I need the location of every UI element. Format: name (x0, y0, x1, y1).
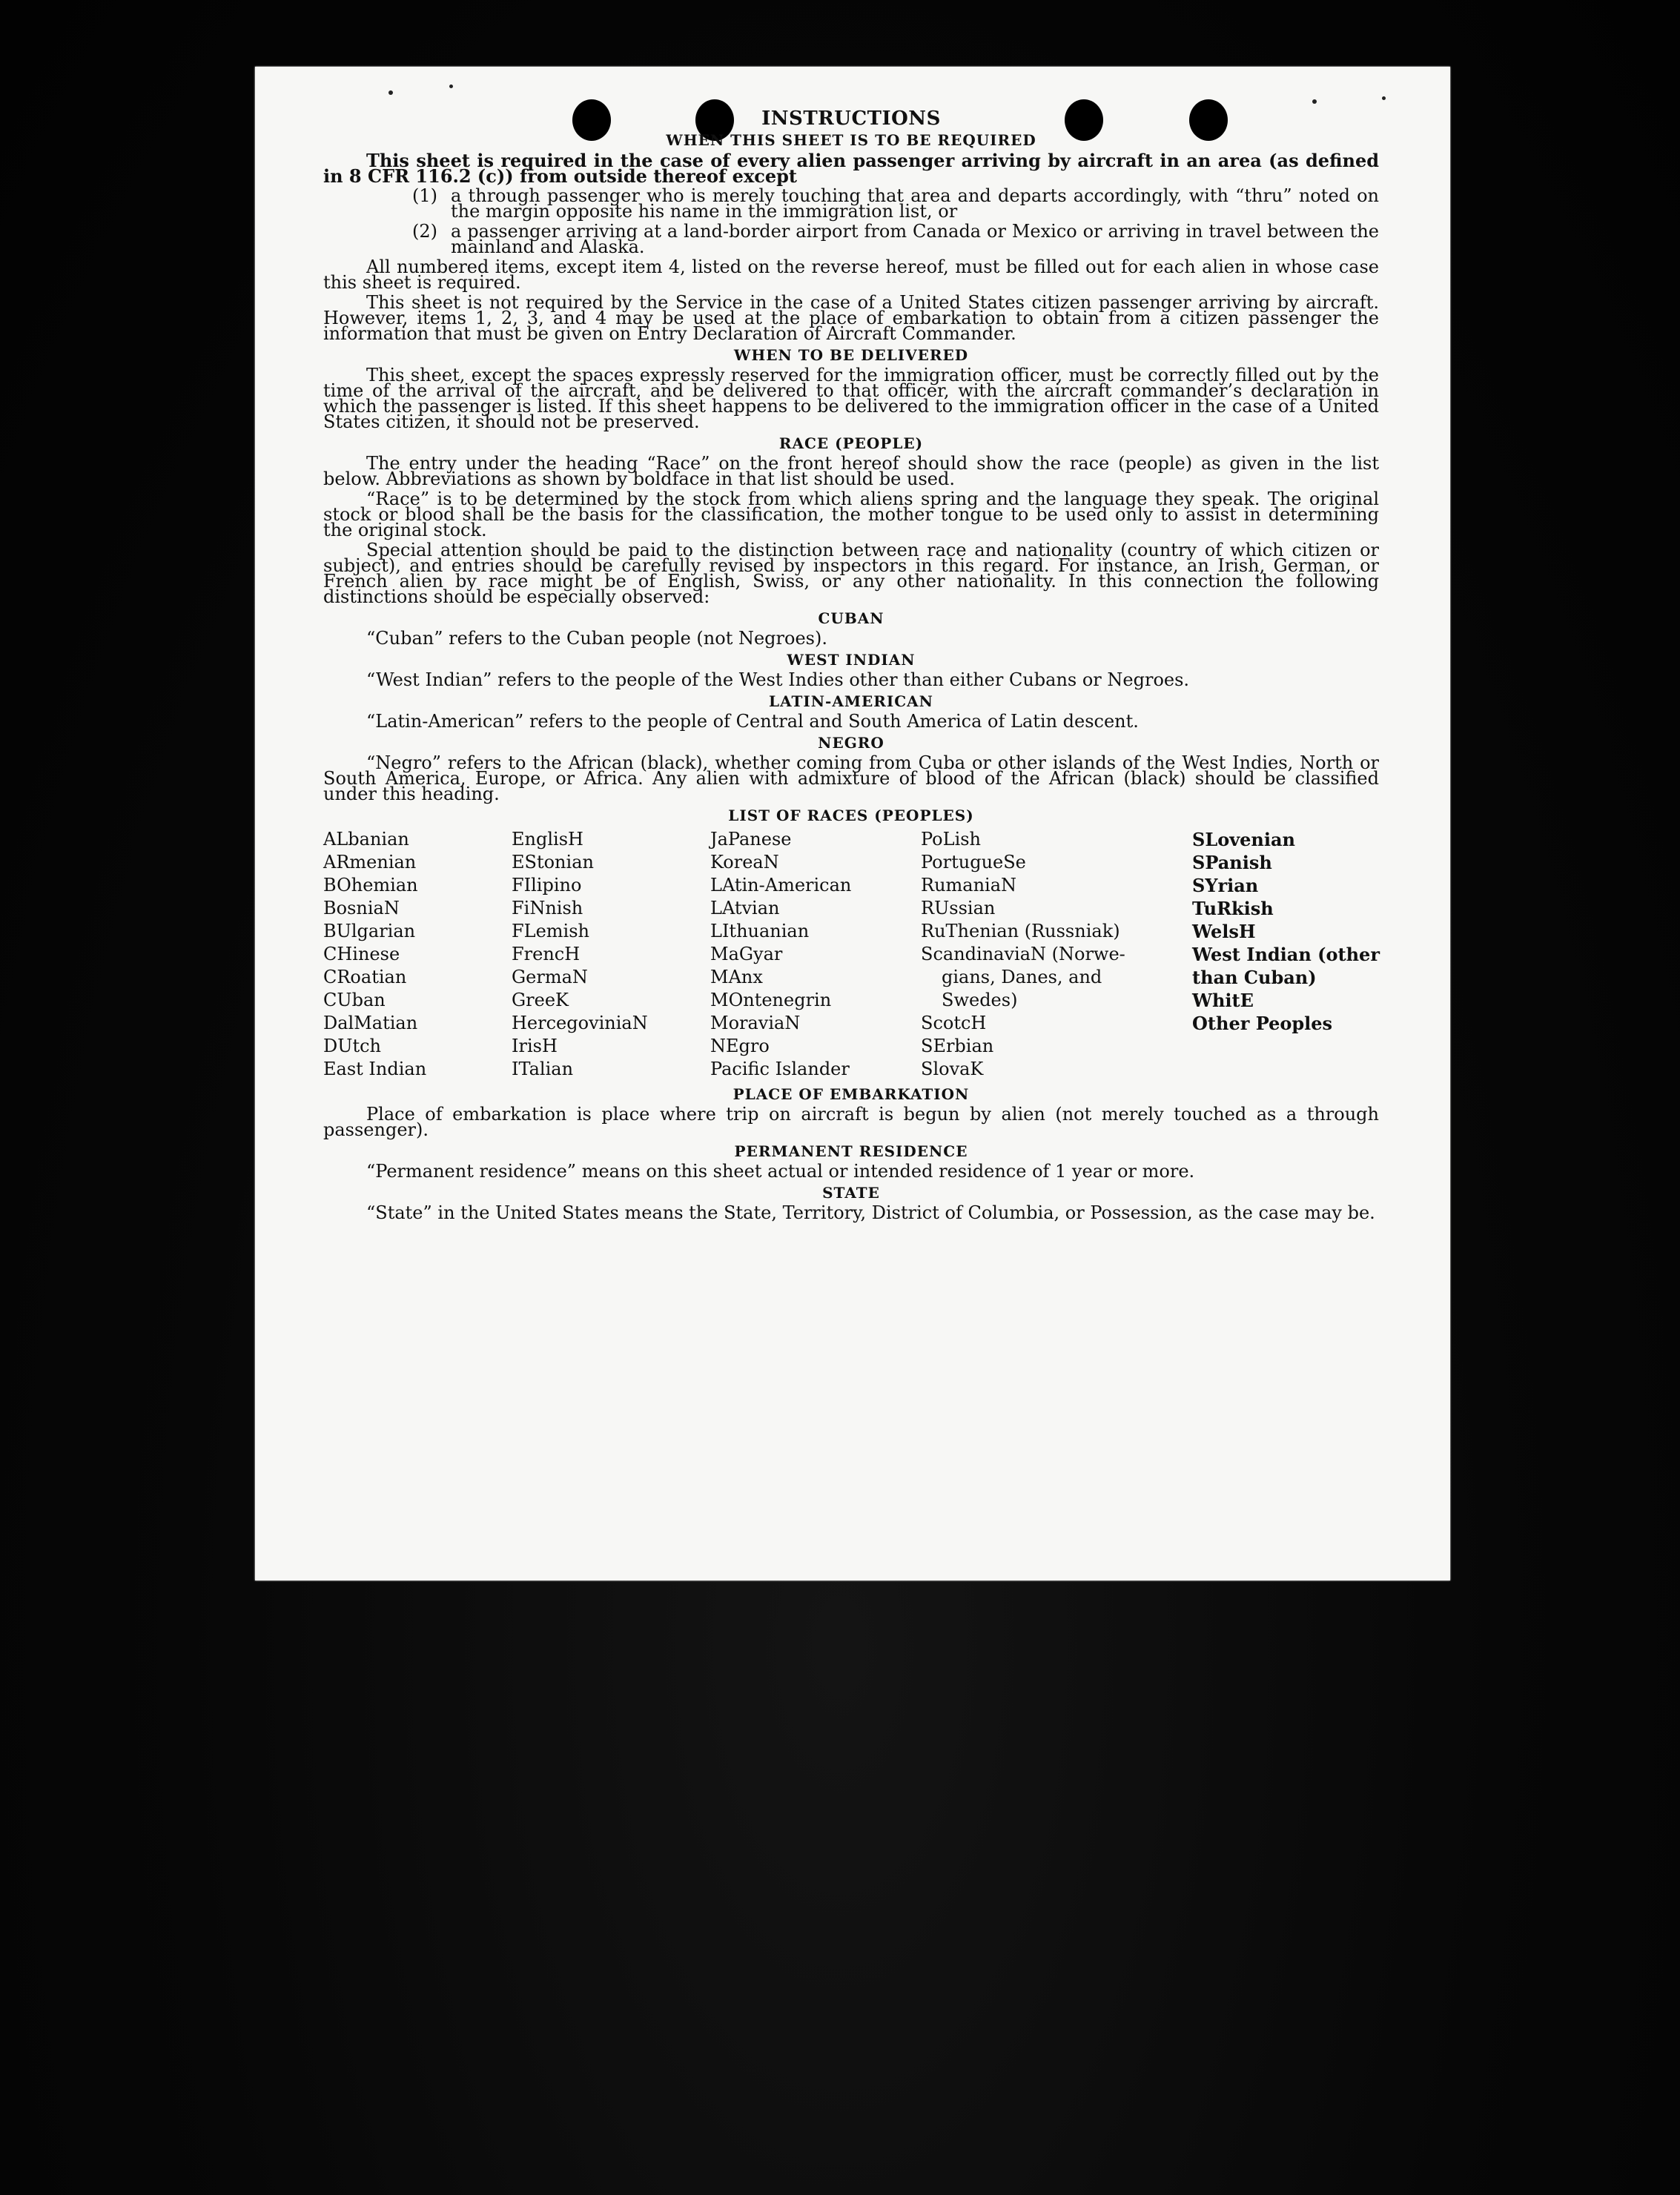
residence-text: “Permanent residence” means on this sheet actual or intended residence of 1 year or more. (366, 1161, 1195, 1182)
races-column-3 (710, 828, 921, 1081)
cuban-definition: “Cuban” refers to the Cuban people (not Negroes). (366, 628, 827, 649)
race-entry: GermaN (512, 967, 588, 987)
speck (1312, 99, 1317, 104)
race-entry: NEgro (710, 1036, 770, 1056)
races-column-1 (323, 828, 512, 1081)
race-entry: gians, Danes, and (942, 967, 1102, 987)
race-entry: SLovenian (1192, 829, 1295, 850)
embarkation-text: Place of embarkation is place where trip on aircraft is begun by alien (not merely touched as a through passenger). (323, 1104, 1379, 1140)
race-entry: TuRkish (1192, 898, 1274, 919)
section-heading-residence: PERMANENT RESIDENCE (734, 1142, 968, 1160)
race-paragraph-2: “Race” is to be determined by the stock from which aliens spring and the language they speak. The original stock or blood shall be the basis for the classification, the mother tongue to be used only to assist in determining the original stock. (323, 489, 1379, 540)
item-text: a passenger arriving at a land-border airport from Canada or Mexico or arriving in travel between the mainland and Alaska. (451, 221, 1379, 257)
race-entry: ScotcH (921, 1013, 987, 1033)
section-heading-state: STATE (822, 1184, 880, 1202)
race-entry: PortugueSe (921, 852, 1026, 873)
race-entry: ITalian (512, 1059, 574, 1079)
race-entry: MoraviaN (710, 1013, 801, 1033)
race-entry: LAtin-American (710, 875, 852, 895)
section-heading-cuban: CUBAN (818, 609, 884, 627)
race-entry: DUtch (323, 1036, 382, 1056)
race-entry: SYrian (1192, 875, 1259, 896)
race-entry: SErbian (921, 1036, 994, 1056)
race-entry: HercegoviniaN (512, 1013, 648, 1033)
race-entry: KoreaN (710, 852, 779, 873)
race-entry: IrisH (512, 1036, 558, 1056)
race-entry: FrencH (512, 944, 581, 964)
section-heading-latin-american: LATIN-AMERICAN (769, 692, 933, 710)
race-entry: WhitE (1192, 990, 1254, 1011)
race-entry: JaPanese (710, 829, 792, 850)
race-entry: WelsH (1192, 921, 1256, 942)
race-entry: FiNnish (512, 898, 583, 918)
race-entry: Pacific Islander (710, 1059, 850, 1079)
section-heading-embarkation: PLACE OF EMBARKATION (732, 1085, 970, 1103)
race-entry: FLemish (512, 921, 589, 941)
race-entry: LAtvian (710, 898, 780, 918)
race-entry: GreeK (512, 990, 569, 1010)
latin-american-definition: “Latin-American” refers to the people of Central and South America of Latin descent. (366, 711, 1139, 732)
races-column-4 (921, 828, 1192, 1081)
document-page (255, 67, 1450, 1580)
race-entry: MaGyar (710, 944, 783, 964)
exception-item (323, 185, 1379, 222)
speck (388, 90, 393, 95)
race-entry: FIlipino (512, 875, 582, 895)
race-entry: LIthuanian (710, 921, 810, 941)
race-entry: RUssian (921, 898, 996, 918)
race-entry: MAnx (710, 967, 763, 987)
race-entry: DalMatian (323, 1013, 418, 1033)
item-number: (1) (412, 185, 437, 206)
race-paragraph-3: Special attention should be paid to the distinction between race and nationality (country of which citizen or subject), and entries should be carefully revised by inspectors in this regard. For instance, an Irish, German, or French alien by race might be of English, Swiss, or any other nationality. In this connection the following distinctions should be especially observed: (323, 540, 1379, 607)
race-entry: BosniaN (323, 898, 400, 918)
list-of-races-heading: LIST OF RACES (PEOPLES) (728, 807, 974, 824)
race-entry: BUlgarian (323, 921, 416, 941)
speck (1382, 96, 1386, 100)
race-entry: SPanish (1192, 852, 1272, 873)
race-entry: ALbanian (323, 829, 409, 850)
item-text: a through passenger who is merely touching that area and departs accordingly, with “thru” noted on the margin opposite his name in the immigration list, or (451, 185, 1379, 222)
exception-item (323, 221, 1379, 257)
race-entry: SlovaK (921, 1059, 984, 1079)
race-entry: MOntenegrin (710, 990, 832, 1010)
race-entry: EnglisH (512, 829, 583, 850)
page-title: INSTRUCTIONS (761, 107, 941, 130)
race-entry: Swedes) (942, 990, 1018, 1010)
race-entry: BOhemian (323, 875, 418, 895)
race-entry: CRoatian (323, 967, 407, 987)
section-heading-race: RACE (PEOPLE) (778, 434, 924, 452)
section-heading-negro: NEGRO (818, 734, 884, 752)
speck (449, 85, 453, 88)
race-entry: RumaniaN (921, 875, 1017, 895)
race-entry: ScandinaviaN (Norwe- (921, 944, 1125, 964)
section-heading-required: WHEN THIS SHEET IS TO BE REQUIRED (666, 131, 1036, 149)
section-heading-delivered: WHEN TO BE DELIVERED (733, 346, 969, 364)
required-intro: This sheet is required in the case of every alien passenger arriving by aircraft in an area (as defined in 8 CFR 116.2 (c)) from outside thereof except (323, 150, 1379, 187)
instructions-content (323, 107, 1380, 1225)
race-entry: EStonian (512, 852, 594, 873)
race-paragraph-1: The entry under the heading “Race” on the front hereof should show the race (people) as given in the list below. Abbreviations as shown by boldface in that list should be used. (323, 453, 1379, 489)
negro-definition: “Negro” refers to the African (black), whether coming from Cuba or other islands of the West Indies, North or South America, Europe, or Africa. Any alien with admixture of blood of the African (black) should be classified under this heading. (323, 752, 1379, 804)
race-entry: RuThenian (Russniak) (921, 921, 1120, 941)
races-list (323, 828, 1379, 1081)
race-entry: ARmenian (323, 852, 417, 873)
state-text: “State” in the United States means the State, Territory, District of Columbia, or Possession, as the case may be. (366, 1202, 1375, 1223)
races-column-5 (1192, 828, 1385, 1081)
item-number: (2) (412, 221, 437, 242)
delivered-text: This sheet, except the spaces expressly reserved for the immigration officer, must be correctly filled out by the time of the arrival of the aircraft, and be delivered to that officer, with the aircraft commander’s declaration in which the passenger is listed. If this sheet happens to be delivered to the immigration officer in the case of a United States citizen, it should not be preserved. (323, 365, 1379, 432)
race-entry: Other Peoples (1192, 1013, 1333, 1034)
section-heading-west-indian: WEST INDIAN (787, 651, 916, 669)
race-entry: CUban (323, 990, 386, 1010)
race-entry: than Cuban) (1192, 967, 1317, 988)
race-entry: East Indian (323, 1059, 427, 1079)
races-column-2 (512, 828, 710, 1081)
required-paragraph-2: All numbered items, except item 4, listed on the reverse hereof, must be filled out for each alien in whose case this sheet is required. (323, 256, 1379, 293)
race-entry: CHinese (323, 944, 400, 964)
required-paragraph-3: This sheet is not required by the Service in the case of a United States citizen passenger arriving by aircraft. However, items 1, 2, 3, and 4 may be used at the place of embarkation to obtain from a citizen passenger the information that must be given on Entry Declaration of Aircraft Commander. (323, 292, 1379, 344)
west-indian-definition: “West Indian” refers to the people of the West Indies other than either Cubans or Negroes. (366, 669, 1190, 690)
race-entry: PoLish (921, 829, 982, 850)
race-entry: West Indian (other (1192, 944, 1380, 965)
